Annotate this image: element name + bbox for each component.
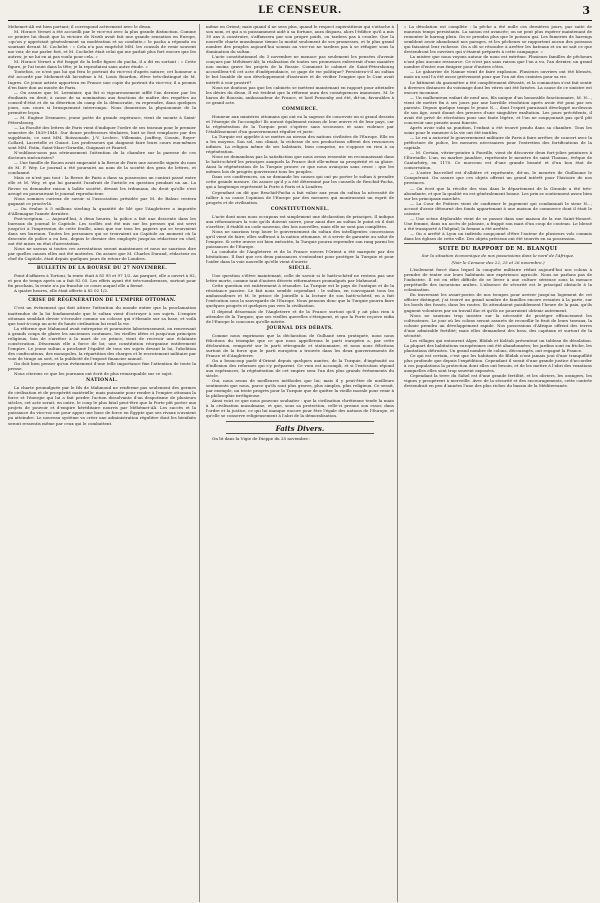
paragraph: — Une scène déplorable vient de se passer dans une maison de la rue Saint-Honoré. Une femme, dans un accès de jalousie, a frappé son mari d'un coup de couteau. Le blessé a été transporté à l'hôpital; la femme a été arrêtée.	[404, 215, 592, 231]
paragraph: En traversant les avant-postes de nos troupes pour arriver jusqu'au logement de cet officier distingué, j'ai trouvé un grand nombre de familles encore errantes à la porte, sur les bords des fossés, dans les routes. Ils attendaient paisiblement l'heure de la paix, qu'ils gagnent volontiers par un travail dur et qu'ils ne pourraient obtenir autrement.	[404, 292, 592, 313]
paragraph: La charte promulguée par le fils de Mahmoud ne renferme pas seulement des germes de civilisation et de prospérité matérielle; mais puisante pour rendre à l'empire ottoman la force et l'énergie qui lui a fait perdre l'action dissolvante d'un despotisme de plusieurs siècles, cet acte serait, en outre, le coup le plus fatal peut-être que la Porte pût porter aux projets de pouvoir et d'empire héréditaire nourris par Méhémet-Ali. Les succès et la puissance du vice-roi ont pour appui une base de force en Égypte que ses rivaux n'avaient pu atteindre. Le nouveau système va créer une administration régulière dont les bienfaits seront ressentis même par ceux qui le combattent.	[8, 385, 196, 426]
paragraph: — Une famille de Rouen avait emprunté à la Revue de Paris une nouvelle signée du nom de M. F. Wey. Le journal a été poursuivi au nom de la société des gens de lettres, et condamné.	[8, 160, 196, 176]
divider	[226, 421, 374, 422]
paragraph: Oui, nous avons de meilleures méthodes que lui; mais il y peut-être de meilleurs sentiments que nous, parce qu'ils sont plus graves, plus simples, plus religieux. Ce serait, par exemple, un triste progrès pour la Turquie que de quitter la vieille morale pour venir à la philosophie irréligieuse.	[206, 378, 394, 399]
section-heading-siecle: SIÈCLE.	[288, 266, 312, 272]
divider	[404, 243, 592, 244]
paragraph: M. Horace Vernet a été frappé de la belle figure du pacha, il a dit en sortant : « Cette figure, je l'ai toute dans la tête; je la reproduirai sans autre étude. »	[8, 59, 196, 70]
paragraph: Mehemet-Ali est bien portant; il correspond activement avec le divan.	[8, 24, 152, 29]
masthead	[8, 6, 592, 21]
column-1	[8, 24, 200, 902]
paragraph: Nous ne demandons pas la satisfaction que nous avons ressentie en reconnaissant dans le hatti-schérif les principes auxquels la France doit elle-même sa prospérité et sa gloire. Ainsi la régénération de la Turquie prouve ce que nous avançons sans cesse : que les mêmes lois de progrès gouvernent tous les peuples.	[206, 154, 394, 175]
paragraph: Il dépend désormais de l'Angleterre et de la France surtout qu'il y ait plus rien à attendre de la Turquie; que ses vieilles querelles s'éteignent, et que la Porte reçoive enfin de l'Europe le concours qu'elle mérite.	[206, 308, 394, 324]
paragraph: — La Cour de Poitiers vient de confirmer le jugement qui condamnait le sieur N..., accusé d'avoir détourné des fonds appartenant à une maison de commerce dont il était le caissier.	[404, 200, 592, 216]
page-number: 3	[582, 4, 590, 17]
newspaper-title: LE CENSEUR.	[258, 5, 342, 16]
paragraph: Honneur aux ministres ottomans qui ont eu la sagesse de concevoir un si grand dessein et l'énergie de l'accomplir! Ils auront également raison de leur œuvre et de leur pays, car la régénération de la Turquie peut s'opérer sans secousses et sans violence par l'établissement d'un gouvernement régulier et juste.	[206, 113, 394, 134]
paragraph: Cependant la terre du Sahel est d'une grande fertilité, et les oliviers, les orangers, les vignes y prospèrent à merveille. Avec de la sécurité et des encouragements, cette contrée deviendrait en peu d'années l'une des plus riches du bassin de la Méditerranée.	[404, 373, 592, 389]
paragraph: — M. Certain, vitrier-peintre à Fauville, vient de découvrir deux fort-jolies peintures à l'Étretaille. L'un, en marbre jaunâtre, représente le meurtre de saint Thomas, évêque de Cantorbéry, en 1170. Ce morceau est d'une grande beauté et d'un bon état de conservation.	[404, 150, 592, 171]
column-3	[404, 24, 592, 902]
paragraph: Point d'affaires à Tortoni; la rente était à 81 95 et 97 1/2. Au parquet, elle a ouvert à 82, et peu de temps après on a fait 82 05. Les effets ayant été très-nombreuses, surtout pour fin prochain, la rente n'a pu franchir ce cours auquel elle a fermé.	[8, 273, 196, 289]
paragraph: Post-scriptum. — Aujourd'hui, à deux heures, la police a fait une descente dans les bureaux du journal le Capitole. Les scellés ont été mis sur les presses qui ont servi jusqu'ici à l'impression de cette feuille, ainsi que sur tous les papiers qui se trouvaient dans ses bureaux. Toutes les personnes qui se trouvaient au Capitole au moment où la descente de police a eu lieu, depuis le dernier des employés jusqu'au rédacteur en chef, ont été mises en état d'arrestation.	[8, 215, 196, 247]
columns	[8, 24, 592, 902]
section-heading-bourse: BULLETIN DE LA BOURSE DU 27 NOVEMBRE.	[36, 266, 168, 272]
paragraph: L'acte dont nous nous occupons est simplement une déclaration de principes. Il indique aux réformateurs la voie qu'ils doivent suivre, pour ainsi dire au sultan le point où il doit s'arrêter; il établit un code nouveau, des lois nouvelles, mais elle ne sont pas complètes.	[206, 213, 394, 229]
divider	[28, 263, 176, 264]
section-heading-crise: CRISE DE RÉGÉNÉRATION DE L'EMPIRE OTTOMAN.	[28, 298, 176, 304]
paragraph: — Le gabarrier de Namur vient de faire explosion. Plusieurs ouvriers ont été blessés, mais un seul l'a été assez grièvement pour que l'on ait des craintes pour sa vie.	[404, 69, 592, 80]
paragraph: C'est un événement qui doit attirer l'attention du monde entier que la proclamation inattendue de la loi fondamentale que le sultan vient d'octroyer à ses sujets. L'empire ottoman semblait devoir s'écrouler comme un colosse qui s'ébranle sur sa base, et voilà que tout-à-coup un acte de haute civilisation lui rend la vie.	[8, 305, 196, 326]
paragraph: — La Faculté des lettres de Paris vient d'indiquer l'ordre de ses travaux pour le premier semestre de 1839-1840. Sur douze professeurs titulaires, huit se font remplacer par des suppléants; ce sont MM. Boissonade, J.-V. Leclerc, Villemain, Jouffroy, Cousin, Royer-Collard, Lacretelle et Guizot. Les professeurs qui daignent faire leurs cours eux-mêmes sont MM. Patin, Saint-Marc-Girardin, Guignaut et Fauriel.	[8, 124, 196, 151]
paragraph: On a beaucoup parlé d'Orient depuis quelques années, de la Turquie, d'ingénuité ou d'inflexion des reformes qui s'y préparent. Ce vœu est accompli, et si l'exécution répond aux espérances, la régénération de cet empire sera l'un des plus grands événements du siècle.	[206, 357, 394, 379]
paragraph: Après avoir subi sa punition, l'enfant a été trouvé pendu dans sa chambre. Tous les soins pour le ramener à la vie ont été inutiles.	[404, 124, 592, 135]
paragraph: M. Horace Vernet a été accueilli par le vice-roi avec la plus grande distinction. Comme ce peintre lui disait que la victoire de Nezib avait fait une grande sensation en Europe, «qu'on y appréciait généralement sa modération et sa conduite,» le pacha a répondu en souriant devant M. Cochelet : « Cela n'a pas empêché MM. les consuls de venir souvent me voir, de me parler fort, et M. Cochelet était celui qui me parlait plus fort encore que les autres; je ne lui en ai pas voulu pour cela. »	[8, 29, 196, 60]
paragraph: L'acte constitutionnel du 3 novembre ne menace pas seulement les pensées d'avenir conçues par Méhémet-Ali; la réalisation de toutes ses promesses enleverait d'une manière non moins grave les projets de la Russie. Comment le cabinet de Saint-Pétersbourg accueillera-t-il cet acte d'indépendance, ce gage de vie politique? Persistera-t-il au sultan le but louable de son développement d'instruire et de vivifier l'empire que le Czar avait intérêt à voir prostré?	[206, 54, 394, 85]
paragraph: Mais ce n'est pas tout : la Revue de Paris a dans sa possession un contrat passé entre elle et M. Wey, et qui lui garantit l'usufruit de l'article en question pendant un an. La Revue va demander raison à ladite société, devant les tribunaux, du droit qu'elle s'est arrogé en poursuivant le journal reproducteur.	[8, 175, 196, 196]
paragraph: « La désolation est complète : la pêche a été nulle ces dernières jours, par suite de mauvais temps persistants. La saison est avancée; on ne peut plus espérer maintenant de remonter le hareng plein. On se prendra plus que le poisson gai. Les fumeries de harengs semblent avoir abandonné nos parages, et les pêcheurs se rapportent aucun des poissons qui faisaient leur richesse. On a dû se résoudre à arrêter les bateaux et on ne sait ce que deviendront les ouvriers qui s'étaient préparés à cette campagne. »	[404, 24, 592, 55]
paragraph: A quatre heures, elle était offerte à 82 02 1/2.	[14, 288, 109, 294]
paragraph: Nous sommes curieux de savoir si l'association présidée par M. de Balzac restera gagnant ce procès-là.	[8, 195, 196, 206]
section-heading-rapport: SUITE DU RAPPORT DE M. BLANQUI	[438, 246, 558, 253]
paragraph: même en Orient; mais quand il ne sera plus, quand le respect superstitieux qui s'attache à son nom, et qui a si puissamment aidé à sa fortune, aura disparu, alors l'édifice qu'il a mis 30 ans à construire, s'affaissera par son propre poids, ou tardera pas à crouler. Que la nouvelle charte musulmane tienne la moitié seulement de ses promesses, et le plus grand nombre des peuples aujourd'hui soumis au vice-roi ne tardera pas à se réfugier sous la domination du sultan.	[206, 24, 394, 55]
paragraph: — Le roi a autorisé le gouvernement militaire de Paris à faire arrêter, de concert avec la préfecture de police, les mesures nécessaires pour l'entretien des fortifications de la capitale.	[404, 135, 592, 151]
divider	[226, 433, 374, 434]
paragraph: Cette question est entièrement à résoudre. La Turquie est le pays de l'antique et de la résistance passive. Le fait nous semble cependant : le sultan, en convoquant tous les ambassadeurs et M. le prince de Joinville à la lecture de son hatti-schérif, en a fait l'exécution sous la sauvegarde de l'Europe. Nous pensons donc que la Turquie pourra faire quelques progrès et quelques pas vers la civilisation.	[206, 283, 394, 309]
paragraph: — On a arrêté à Lyon un individu soupçonné d'être l'auteur de plusieurs vols commis dans les églises de cette ville. Des objets précieux ont été trouvés en sa possession.	[404, 230, 592, 241]
paragraph: — M. Eugène Desmares, jeune poète de grande espérance, vient de mourir à Saint-Pétersbourg.	[8, 114, 196, 125]
section-subheading: Sur la situation économique de nos possessions dans le nord de l'Afrique.	[421, 253, 575, 259]
paragraph: — On écrit que la récolte des vins dans le département de la Gironde a été très-abondante, et que la qualité en est généralement bonne. Les prix se soutiennent assez bien sur les principaux marchés.	[404, 185, 592, 201]
paragraph: Dans ces conférences, on se demande les causes qui ont pu porter le sultan à prendre cette grande mesure. On assure qu'il y a été déterminé par les conseils de Reschid-Pacha, qui a longtemps représenté la Porte à Paris et à Londres.	[206, 174, 394, 190]
paragraph: L'isolement forcé dans lequel la conquête militaire réduit aujourd'hui nos colons à prendre de tenter sur leurs habitants une expérience agricole. Nous ne parlons pas de l'industrie. Il est en effet difficile de se livrer à une culture sérieuse sous la menace perpétuelle des incursions arabes. L'absence de sécurité est le principal obstacle à la colonisation.	[404, 267, 592, 293]
paragraph: Toutefois, ce n'est pas lui qui fera le portrait du vice-roi d'après nature; cet honneur a été accordé par Mehemet-Ali lui-même à M. Louis Boardon, élève très-distingué de M. Ingres. Ce jeune artiste apportera en France une copie du portrait du vice-roi; il a promis d'en faire don au musée de Paris.	[8, 69, 196, 90]
section-heading-debats: JOURNAL DES DÉBATS.	[266, 325, 334, 331]
paragraph: Ainsi voici ce que nous pouvons souhaiter : que la civilisation chrétienne tende la main à la civilisation musulmane, et que, sous sa protection, celle-ci prenne son essor, dans l'ordre et la justice, ce qui lui manque encore pour être l'égale des nations de l'Europe, et qu'elle se conserve religieusement à l'abri de la démoralisation.	[206, 398, 394, 419]
section-heading-national: NATIONAL.	[86, 378, 118, 384]
paragraph: La Turquie est appelée à se mettre au niveau des nations civilisées de l'Europe. Elle en a les moyens. Son sol, son climat, la richesse de ses productions offrent des ressources infinies. La religion même de ses habitants, bien comprise, ne s'oppose en rien à sa régénération.	[206, 133, 394, 155]
paragraph: La misère que nous voyons autour de nous est extrême. Plusieurs familles de pêcheurs n'ont plus aucune ressource. Ce n'est pas sans raison que l'on a vu, l'an dernier, un grand nombre d'entre eux émigrer pour d'autres côtes.	[404, 54, 592, 70]
section-heading-commerce: COMMERCE.	[282, 106, 318, 112]
paragraph: — L'autre bas-relief est d'albâtre et représente, dit-on, le meurtre de Guillaume le Conquérant. On assure que ces objets offrent un grand intérêt pour l'histoire de nos provinces.	[404, 170, 592, 186]
paragraph: Cependant on dit que Reschid-Pacha a fait valoir aux yeux du sultan la nécessité de rallier à sa cause l'opinion de l'Europe par des mesures qui montrassent un esprit de progrès et de civilisation.	[206, 189, 394, 205]
divider	[28, 295, 176, 296]
paragraph: Nous ne saurions trop insister sur la nécessité de protéger efficacement les cultivateurs. Le jour où les colons seront assurés de recueillir le fruit de leurs travaux, la colonie prendra un développement rapide. Nos possessions d'Afrique offrent des terres d'une admirable fertilité; mais elles demandent des bras, des capitaux et surtout de la sécurité.	[404, 312, 592, 338]
paragraph: Nous ne doutons pas que les cabinets se mettent maintenant en rapport pour atteindre les désirs du divan. Il est évident que la réforme aura des conséquences immenses. M. le baron de Roussin, ambassadeur de France, et lord Ponsonby ont été, dit-on, favorables à ce grand acte.	[206, 84, 394, 105]
section-reference: (Voir le Censeur des 22, 25 et 26 novembre.)	[451, 260, 545, 266]
paragraph: Nous citerons ce que les journaux ont écrit de plus remarquable sur ce sujet.	[14, 371, 173, 377]
paragraph: — On assure que M. Lerminier, qui fut si vigoureusement sifflé l'an dernier par les étudiants en droit; à cause de sa nomination aux fonctions de maître des requêtes au conseil-d'état et de sa désertion du camp de la démocratie, va reprendre, dans quelques jours, son cours si brusquement interrompu. Nous donnerons la physionomie de la première leçon.	[8, 89, 196, 115]
column-2	[206, 24, 398, 902]
paragraph: Nous ne saurions trop louer le gouvernement du sultan des intelligentes concessions qu'il vient de faire; elles suffiront à la nation ottomane, et à servir de garantie au salut de l'empire. Si cette œuvre est bien exécutée, la Turquie pourra reprendre son rang parmi les puissances de l'Europe.	[206, 228, 394, 249]
paragraph: Nous ne savons si toutes ces arrestations seront maintenues et nous ne saurions dire par quelles causes elles ont été motivées. On assure que M. Charles Durand, rédacteur en chef du Capitole, était depuis quelques jours de retour de Londres.	[8, 246, 196, 262]
paragraph: — Un malheureux enfant de neuf ans, fils unique d'un honorable fonctionnaire, M. N..., vient de mettre fin à ses jours par une horrible résolution après avoir été puni par ses parents. Depuis quelque temps le jeune N..., dont l'esprit paraissait développé au-dessus de son âge, avait donné des preuves d'une singulière exaltation. Les jours précédents, il avait été privé de récréation pour une faute légère, et l'on ne soupçonnait pas qu'il pût concevoir une pensée aussi funeste.	[404, 94, 592, 125]
paragraph: On doit bien penser qu'un événement d'une telle importance fixe l'attention de toute la presse.	[8, 361, 196, 372]
paragraph: — On évalue à 5 millions sterling la quantité de blé que l'Angleterre a importée d'Allemagne l'année dernière.	[8, 205, 196, 216]
paragraph: Une question s'élève maintenant, celle de savoir si le hatti-schérif ne restera pas une lettre morte, comme tant d'autres décrets réformateurs promulgués par Mahmoud.	[206, 273, 394, 284]
paragraph: Les villages qui entourent Alger, Blidah et Koléah présentent un tableau de désolation. La plupart des habitations européennes ont été abandonnées; les jardins sont en friche, les plantations détruites. Un grand nombre de colons, découragés, ont regagné la France.	[404, 337, 592, 353]
paragraph: Ce qui est certain, c'est que les habitants de Blidah n'ont jamais joui d'une tranquillité plus profonde que depuis l'expédition. Cependant il serait d'une grande justice d'accorder à ces populations la protection dont elles ont besoin, et de les mettre à l'abri des vexations auxquelles elles sont trop souvent exposées.	[404, 352, 592, 374]
paragraph: La réforme que Mahmoud avait entreprise et poursuivie laborieusement, en renversant à grands coups de glaive les anciennes coutumes, les vieilles idées et jusqu'aux principes religieux, loin de s'arrêter à la mort de ce prince, vient de recevoir une éclatante consécration. Désormais elle a force de loi; une constitution réorganise entièrement l'empire. Le jeune sultan a proclamé l'égalité de tous ses sujets devant la loi, l'abolition des confiscations, des monopoles, la répartition des charges et le recrutement militaire par voie de tirage au sort, et la publicité de l'exposé financier annuel.	[8, 325, 196, 361]
paragraph: La conduite de l'Angleterre et de la France envers l'Orient a été marquée par des hésitations. Il faut que ces deux puissances s'entendent pour protéger la Turquie et pour l'aider dans la voie nouvelle qu'elle vient d'ouvrir.	[206, 249, 394, 265]
paragraph: Le bâtiment du gazomètre a été complètement dévasté, et la commotion s'est fait sentir à diverses distances du voisinage dont les vitres ont été brisées. La cause de ce sinistre est encore inconnue.	[404, 79, 592, 95]
paragraph: On lit dans la Vigie de Dieppe du 25 novembre :	[212, 435, 311, 441]
section-heading-faits-divers: Faits Divers.	[275, 423, 325, 433]
section-heading-constitutionnel: CONSTITUTIONNEL.	[270, 206, 330, 212]
paragraph: Comme nous exprimons que la déclaration de Gulhané sera pratiquée, nous nous félicitons du triomphe que ce que nous appellerons le parti européen a, par cette déclaration, remporté sur le parti rétrograde et stationnaire, et nous nous félicitons surtout de la force que le parti européen a trouvée dans les deux gouvernements de France et d'Angleterre.	[206, 332, 394, 358]
paragraph: N'oublions-nous pas sérieusement l'attention de la chambre sur la paresse de ces docteurs sinécuristes?	[8, 150, 196, 161]
